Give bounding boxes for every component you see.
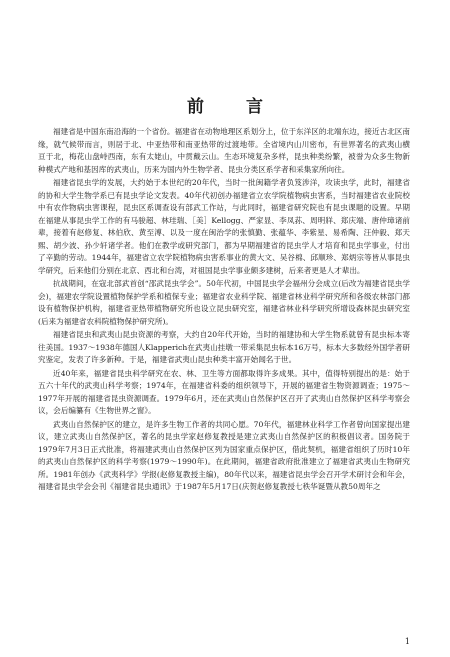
paragraph: 抗战期间，在寇北部武首创“邵武昆虫学会”。50年代初，中国昆虫学会福州分会成立(后改为福建省昆虫学会)，福建农学院设置植物保护学系和植保专业；福建省农业科学院、福建省林业科学研究所和各级农林部门都设有植物保护机构，福建省亚热带植物研究所也设立昆虫研究室，福建省林业科学研究所增设森林昆虫研究室(后来为福建省农科院植物保护研究所)。 [38, 279, 410, 326]
paragraph: 近40年来，福建省昆虫科学研究在农、林、卫生等方面都取得许多成果。其中，值得特别提出的是：始于五六十年代的武夷山科学考察；1974年，在福建省科委的组织领导下，开展的福建省生物资源调查；1975～1977年开展的福建省昆虫资源调查。1979年6月，还在武夷山自然保护区召开了武夷山自然保护区科学考察会议，会后编纂有《生物世界之窗》。 [38, 368, 410, 415]
paragraph: 福建省昆虫和武夷山昆虫资源的考察，大约自20年代开始，当时的福建协和大学生物系就曾有昆虫标本寄往美国。1937～1938年德国人Klapperich在武夷山挂墩一带采集昆虫标本16万号，标本大多数经外国学者研究鉴定，发表了许多新种。于是，福建省武夷山昆虫种类丰富开始闻名于世。 [38, 330, 410, 364]
paragraph: 福建省是中国东南沿海的一个省份。福建省在动物地理区系划分上，位于东洋区的北端东边，接近古北区南缘，就气候带而言，则居于北、中亚热带和南亚热带的过渡地带。全省境内山川密布，有世界著名的武夷山横亘于北，梅花山盘峙西南，东有太姥山，中贯戴云山。生态环境复杂多样，昆虫种类纷繁，被誉为众多生物新种模式产地和基因库的武夷山，历来为国内外生物学者、昆虫分类区系学者和采集家所向往。 [38, 127, 410, 174]
page-title: 前 言 [187, 97, 281, 117]
paragraph: 武夷山自然保护区的建立，是许多生物工作者的共同心愿。70年代，福建林业科学工作者曾向国家提出建议，建立武夷山自然保护区，著名的昆虫学家赵修复教授是建立武夷山自然保护区的积极倡议者。国务院于1979年7月3日正式批准，将福建武夷山自然保护区列为国家重点保护区，借此契机，福建省组织了历时10年的武夷山自然保护区的科学考察(1979～1990年)。在此期间，福建省政府批准建立了福建省武夷山生物研究所。1981年创办《武夷科学》学报(赵修复教授主编)，80年代以来，福建省昆虫学会召开学术研讨会和年会，福建省昆虫学会会刊《福建省昆虫通讯》于1987年5月17日(庆贺赵修复教授七秩华诞暨从教50周年之 [38, 419, 410, 491]
paragraph: 福建省昆虫学的发展，大约始于本世纪的20年代，当时一批闽籍学者负笈涉洋，攻读虫学，此时，福建省的协和大学生物学系已有昆虫学论文发表。40年代初创办福建省立农学院植物病虫害系，当时福建省农业院校中有农作物病虫害课程，昆虫区系调查设有部武工作站，与此同时，福建省研究院也有昆虫课题的设置。早期在福建从事昆虫学工作的有马骏超、林珪瑞、［美］Kellogg、严家显、李凤荪、周明牂、郑庆端、唐仲璋诸前辈，接着有赵修复、林伯欣、黄至溥、以及一度在闽治学的张慎勤、张蕴华、李紫星、易希陶、汪仲毅、郑天熙、胡少波、孙少轩诸学者。他们在教学或研究部门，都为早期福建省的昆虫学人才培育和昆虫学事业，付出了辛勤的劳动。1944年，福建省立农学院植物病虫害系事业的黄大文、吴谷棉、邱顺珍、郑炳宗等皆从事昆虫学研究，后来他们分别在北京、西北和台湾，对祖国昆虫学事业颇多建树，后来者更是人才辈出。 [38, 178, 410, 275]
page-number: 1 [404, 637, 410, 646]
body-text [38, 126, 410, 495]
